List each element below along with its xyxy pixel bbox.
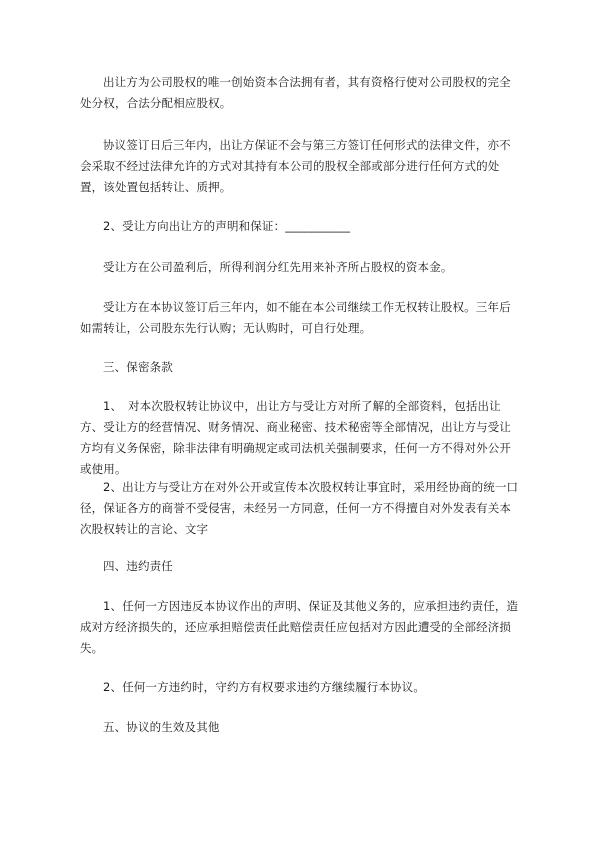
paragraph-profit-dividend: 受让方在公司盈利后，所得利润分红先用来补齐所占股权的资本金。 — [103, 260, 453, 274]
paragraph-transferor-ownership: 出让方为公司股权的唯一创始资本合法拥有者，其有资格行使对公司股权的完全处分权，合法分配相应股权。 — [80, 75, 511, 110]
paragraph-confidentiality-2: 2、出让方与受让方在对外公开或宣传本次股权转让事宜时，采用经协商的统一口径，保证各方的商誉不受侵害，未经另一方同意，任何一方不得擅自对外发表有关本次股权转让的言论、文字 — [80, 480, 519, 536]
paragraph-confidentiality-1: 1、 对本次股权转让协议中，出让方与受让方对所了解的全部资料，包括出让方、受让方的经营情况、财务情况、商业秘密、技术秘密等全部情况，出让方与受让方均有义务保密，除非法律有明确规定或司法机关强制要求，任何一方不得对外公开或使用。 — [80, 399, 512, 476]
paragraph-breach-1: 1、任何一方因违反本协议作出的声明、保证及其他义务的，应承担违约责任，造成对方经济损失的，还应承担赔偿责任此赔偿责任应包括对方因此遭受的全部经济损失。 — [80, 599, 519, 655]
heading-transferee-declaration: 2、受让方向出让方的声明和保证：___________ — [103, 219, 351, 233]
paragraph-breach-2: 2、任何一方违约时，守约方有权要求违约方继续履行本协议。 — [103, 680, 426, 694]
paragraph-transfer-restriction: 受让方在本协议签订后三年内，如不能在本公司继续工作无权转让股权。三年后如需转让，公司股东先行认购；无认购时，可自行处理。 — [80, 300, 511, 335]
paragraph-transferor-guarantee: 协议签订日后三年内，出让方保证不会与第三方签订任何形式的法律文件，亦不会采取不经过法律允许的方式对其持有本公司的股权全部或部分进行任何方式的处置，该处置包括转让、质押。 — [80, 138, 511, 194]
heading-breach-liability: 四、违约责任 — [103, 559, 173, 573]
heading-confidentiality: 三、保密条款 — [103, 360, 173, 374]
heading-effectiveness: 五、协议的生效及其他 — [103, 720, 220, 734]
